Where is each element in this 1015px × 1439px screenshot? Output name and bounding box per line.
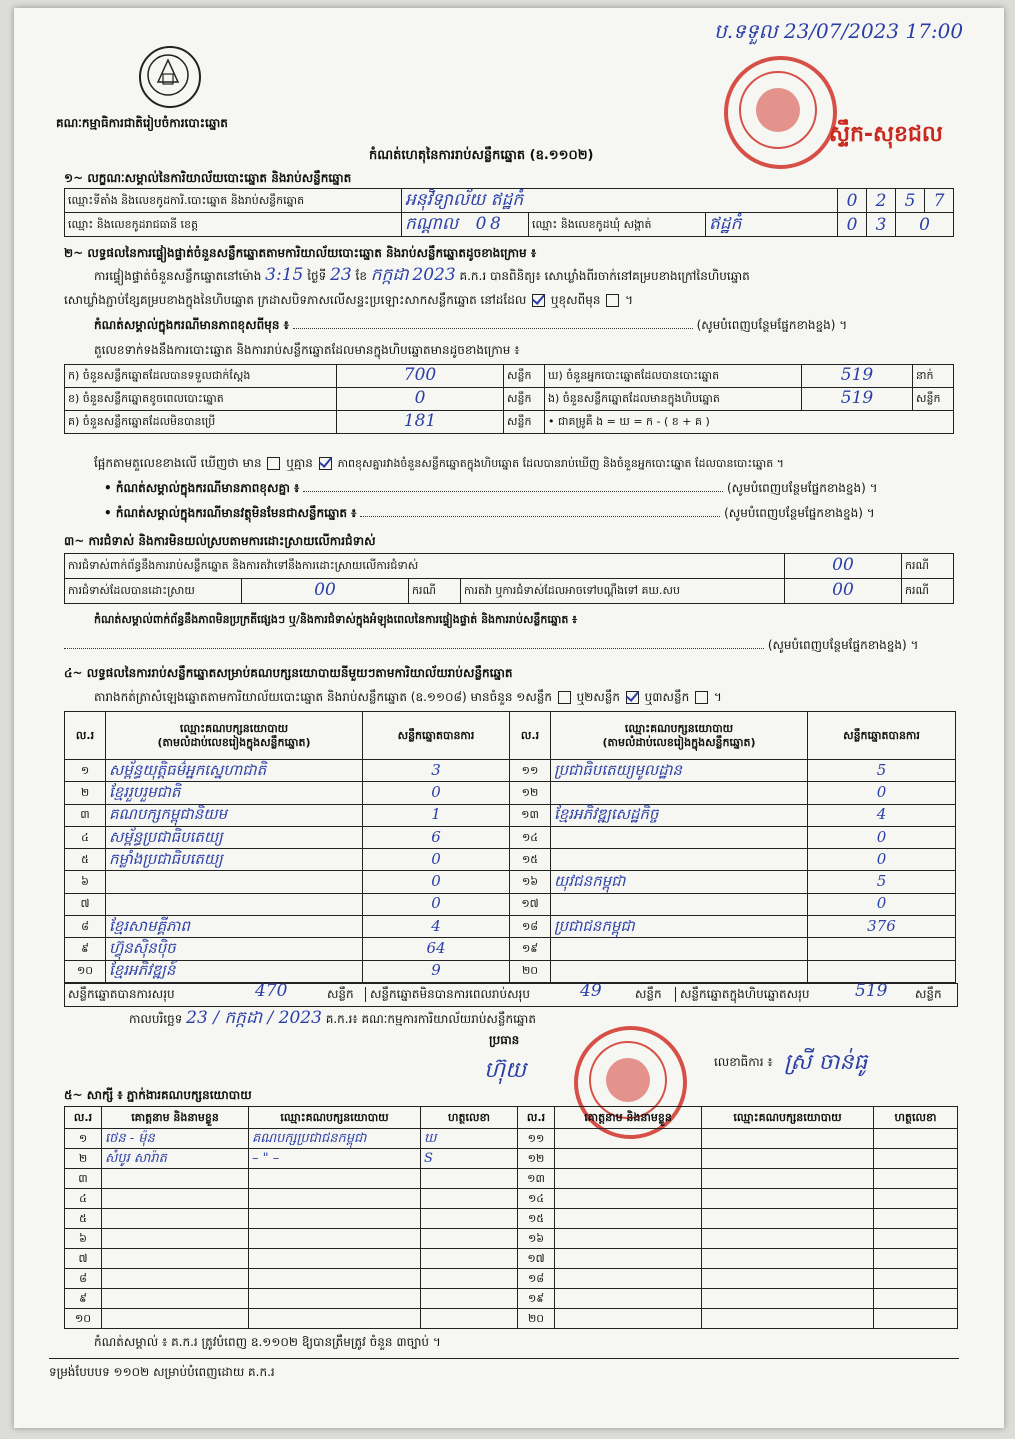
result-no: ៨: [81, 919, 89, 933]
discrepancy-note-label: • កំណត់សម្គាល់ក្នុងករណីមានភាពខុសគ្នា ៖: [104, 481, 300, 495]
party-votes: 5: [876, 760, 887, 779]
party-votes: 0: [431, 849, 441, 868]
party-name: កម្លាំងប្រជាធិបតេយ្យ: [109, 849, 223, 868]
chair-label: ប្រធាន: [489, 1033, 520, 1047]
three-sheets-checkbox[interactable]: [695, 691, 708, 704]
unit-label: ករណី: [409, 579, 461, 604]
province-label: ឈ្មោះ និងលេខកូដរាជធានី ខេត្ត: [65, 213, 402, 237]
table-row: [65, 1149, 958, 1169]
table-row: [65, 893, 956, 915]
changed-label: ឬខុសពីមុន: [550, 293, 601, 307]
ballots-in-box-label: ង) ចំនួនសន្លឹកឆ្នោតដែលមានក្នុងហិបឆ្នោត: [545, 388, 802, 411]
irregularities-field[interactable]: [64, 648, 764, 649]
unit-label: ករណី: [902, 579, 954, 604]
unit-label: សន្លឹក: [504, 365, 545, 388]
no-discrepancy-checkbox[interactable]: [319, 457, 332, 470]
party-votes: 6: [431, 827, 441, 846]
result-no: ៣: [80, 808, 90, 822]
form-sheet: [14, 8, 1004, 1428]
col-votes: សន្លឹកឆ្នោតបានការ: [808, 712, 956, 760]
witness-signature: S: [424, 1150, 433, 1166]
commune-code-digit: 3: [867, 213, 896, 237]
complaints-value: 00: [832, 555, 854, 575]
unit-label: សន្លឹក: [504, 388, 545, 411]
table-row: [65, 1289, 958, 1309]
verification-text: ថ្ងៃទី: [307, 269, 327, 283]
witness-no: ៨: [79, 1271, 87, 1285]
party-votes: 0: [876, 894, 887, 913]
discrepancy-line: [94, 456, 784, 471]
table-row: [65, 782, 956, 804]
verification-year: 2023: [412, 265, 456, 285]
fill-note: (សូមបំពេញបន្ថែមផ្នែកខាងខ្នង) ។: [767, 638, 919, 652]
result-no: ៧: [80, 897, 90, 911]
party-votes: 4: [876, 805, 887, 824]
witness-no: ១៤: [527, 1191, 545, 1205]
unit-label: សន្លឹក: [327, 987, 354, 1001]
voters-value: 519: [840, 365, 874, 385]
seal-check-line: សោឃ្លាំងភ្ជាប់ខ្សែគម្របខាងក្នុងនៃហិបឆ្នោត ក្រដាសបិទភាសលើសន្ទះប្រឡោះសាកសន្លឹកឆ្នោត នៅដដែល ឬខុសពីមុន ។: [64, 293, 633, 307]
result-no: ១: [80, 763, 90, 777]
voters-label: ឃ) ចំនួនអ្នកបោះឆ្នោតដែលបានបោះឆ្នោត: [545, 365, 802, 388]
section1-title: ១~ លក្ខណៈសម្គាល់នៃការិយាល័យបោះឆ្នោត និងរាប់សន្លឹកឆ្នោត: [64, 171, 352, 185]
col-no: ល.រ: [65, 712, 106, 760]
col-no: ល.រ: [510, 712, 551, 760]
fill-note: (សូមបំពេញបន្ថែមផ្នែកខាងខ្នង) ។: [724, 506, 875, 520]
result-no: ៤: [81, 830, 89, 844]
total-valid-value: 470: [255, 981, 288, 1001]
unchanged-checkbox[interactable]: [532, 294, 545, 307]
total-invalid-value: 49: [580, 981, 602, 1001]
witness-no: ២០: [527, 1311, 545, 1325]
party-votes: 0: [431, 894, 441, 913]
table-row: [65, 1129, 958, 1149]
table-row: [65, 760, 956, 782]
col-sign: ហត្ថលេខា: [421, 1107, 518, 1129]
appeal-value: 00: [832, 580, 854, 600]
footer-divider: [49, 1358, 959, 1359]
foreign-object-field[interactable]: [360, 516, 720, 517]
tally-sheets-text: ឬ២សន្លឹក: [576, 690, 621, 704]
two-sheets-checkbox[interactable]: [626, 691, 639, 704]
verification-text: ការផ្ទៀងផ្ទាត់ចំនួនសន្លឹកឆ្នោតនៅម៉ោង: [94, 269, 262, 283]
unused-value: 181: [403, 411, 437, 431]
completion-committee: គ.ក.រ៖ គណៈកម្មការការិយាល័យរាប់សន្លឹកឆ្នោត: [325, 1012, 536, 1026]
difference-note-line: [94, 318, 964, 333]
unit-label: សន្លឹក: [635, 987, 662, 1001]
fill-note: (សូមបំពេញបន្ថែមផ្នែកខាងខ្នង) ។: [726, 481, 878, 495]
total-valid-label: សន្លឹកឆ្នោតបានការសរុប: [68, 987, 175, 1001]
witness-no: ១៩: [527, 1291, 545, 1305]
discrepancy-text: ផ្អែកតាមតួលេខខាងលើ ឃើញថា មាន: [94, 456, 262, 470]
commune-value: ឥដ្ឋកំ: [709, 213, 742, 234]
total-box-label: សន្លឹកឆ្នោតក្នុងហិបឆ្នោតសរុប: [675, 987, 810, 1002]
difference-note-label: កំណត់សម្គាល់ក្នុងករណីមានភាពខុសពីមុន ៖: [94, 318, 289, 332]
has-discrepancy-checkbox[interactable]: [267, 457, 280, 470]
party-votes: 3: [431, 760, 441, 779]
difference-note-field[interactable]: [293, 328, 693, 329]
table-row: [65, 1269, 958, 1289]
commission-name: គណៈកម្មាធិការជាតិរៀបចំការបោះឆ្នោត: [56, 116, 228, 130]
result-no: ១៣: [521, 808, 539, 822]
result-no: ១៨: [521, 919, 539, 933]
col-party-title: ឈ្មោះគណបក្សនយោបាយ: [624, 721, 734, 735]
party-name: ខ្មែរសាមគ្គីភាព: [109, 916, 190, 935]
commune-code-digit: 0: [838, 213, 867, 237]
witness-no: ២: [78, 1151, 88, 1165]
witness-no: ១៦: [527, 1231, 545, 1245]
witness-no: ៦: [79, 1231, 87, 1245]
witness-no: ១៥: [527, 1211, 545, 1225]
commune-label: ឈ្មោះ និងលេខកូដឃុំ សង្កាត់: [529, 213, 706, 237]
emblem-icon: [141, 48, 195, 102]
section2-title: ២~ លទ្ធផលនៃការផ្ទៀងផ្ទាត់ចំនួនសន្លឹកឆ្នោតតាមការិយាល័យបោះឆ្នោត និងរាប់សន្លឹកឆ្នោតដូចខាងក្រោម ៖: [64, 246, 537, 260]
discrepancy-note: [104, 481, 964, 496]
result-no: ១៩: [521, 942, 539, 956]
completion-label: កាលបរិច្ឆេទ: [129, 1012, 183, 1026]
station-code-digit: 0: [838, 189, 867, 213]
witness-no: ១៨: [527, 1271, 545, 1285]
party-votes: 4: [431, 916, 441, 935]
ballot-figures-table: [64, 364, 954, 434]
spoiled-label: ខ) ចំនួនសន្លឹកឆ្នោតខូចពេលបោះឆ្នោត: [65, 388, 337, 411]
table-row: [65, 960, 956, 982]
unit-label: សន្លឹក: [504, 411, 545, 434]
witness-no: ១: [78, 1131, 88, 1145]
station-table: [64, 188, 954, 237]
station-name-value: អនុវិទ្យាល័យ ឥដ្ឋកំ: [405, 189, 524, 210]
appeal-label: ការតវ៉ា ឬការជំទាស់ដែលអាចទៅបណ្ដឹងទៅ គឃ.សប: [461, 579, 785, 604]
witness-no: ១១: [527, 1131, 545, 1145]
col-party-sub: (តាមលំដាប់លេខរៀងក្នុងសន្លឹកឆ្នោត): [602, 735, 756, 749]
result-no: ២: [80, 785, 90, 799]
party-name: សម្ព័ន្ធប្រជាធិបតេយ្យ: [109, 827, 223, 846]
table-row: [65, 1229, 958, 1249]
fill-note: (សូមបំពេញបន្ថែមផ្នែកខាងខ្នង) ។: [696, 318, 848, 332]
result-no: ៥: [81, 852, 89, 866]
results-table: [64, 711, 956, 983]
foreign-object-label: • កំណត់សម្គាល់ក្នុងករណីមានវត្ថុមិនមែនជាសន្លឹកឆ្នោត ៖: [104, 506, 357, 520]
province-code: 8: [489, 213, 501, 234]
form-footer: ទម្រង់បែបបទ ១១០២ សម្រាប់បំពេញដោយ គ.ក.រ: [49, 1365, 275, 1379]
witness-no: ៥: [79, 1211, 87, 1225]
result-no: ១២: [521, 785, 539, 799]
col-name: គោត្តនាម និងនាមខ្លួន: [555, 1107, 702, 1129]
party-votes: 0: [431, 782, 441, 801]
verification-month: កក្កដា: [370, 265, 409, 285]
witness-no: ៣: [78, 1171, 88, 1185]
province-value: កណ្ដាល: [405, 213, 459, 234]
commission-logo: [139, 46, 201, 108]
section5-note: កំណត់សម្គាល់ ៖ គ.ក.រ ត្រូវបំពេញ ឧ.១១០២ ឱ្យបានត្រឹមត្រូវ ចំនួន ៣ច្បាប់ ។: [94, 1335, 441, 1349]
station-code-digit: 5: [896, 189, 925, 213]
tally-sheets-text: ឬ៣សន្លឹក: [644, 690, 690, 704]
party-name: ខ្មែរអភិវឌ្ឍន៍: [109, 961, 176, 980]
party-name: ខ្មែររួបរួមជាតិ: [109, 782, 181, 801]
form-title: កំណត់ហេតុនៃការរាប់សន្លឹកឆ្នោត (ឧ.១១០២): [369, 148, 594, 163]
section3-title: ៣~ ការជំទាស់ និងការមិនយល់ស្របតាមការដោះស្រាយលើការជំទាស់: [64, 534, 376, 548]
witness-no: ៧: [78, 1251, 88, 1265]
tally-sheets-text: តារាងកត់ត្រាសំឡេងឆ្នោតតាមការិយាល័យបោះឆ្នោត និងរាប់សន្លឹកឆ្នោត (ឧ.១១០៨) មានចំនួន ១សន្លឹក: [94, 690, 552, 704]
witness-no: ១២: [527, 1151, 545, 1165]
section4-title: ៤~ លទ្ធផលនៃការរាប់សន្លឹកឆ្នោតសម្រាប់គណបក្សនយោបាយនីមួយៗតាមការិយាល័យរាប់សន្លឹកឆ្នោត: [64, 666, 513, 680]
party-votes: 0: [876, 849, 887, 868]
result-no: ១៦: [521, 875, 539, 889]
verification-text: ខែ: [355, 269, 367, 283]
verification-line: [94, 265, 750, 285]
unit-label: សន្លឹក: [915, 987, 942, 1001]
secretary-label: លេខាធិការ ៖: [714, 1055, 773, 1069]
total-invalid-label: សន្លឹកឆ្នោតមិនបានការពេលរាប់សរុប: [365, 987, 530, 1002]
complaints-label: ការជំទាស់ពាក់ព័ន្ធនឹងការរាប់សន្លឹកឆ្នោត និងការតវ៉ាទៅនឹងការដោះស្រាយលើការជំទាស់: [65, 554, 785, 579]
station-label: ឈ្មោះទីតាំង និងលេខកូដការិ.បោះឆ្នោត និងរាប់សន្លឹកឆ្នោត: [65, 189, 402, 213]
col-no: ល.រ: [518, 1107, 555, 1129]
completion-date: 23 / កក្កដា / 2023: [186, 1008, 322, 1028]
table-row: [65, 826, 956, 848]
received-value: 700: [403, 365, 437, 385]
totals-row: [64, 983, 958, 1007]
table-row: [65, 1309, 958, 1329]
witness-no: ១៧: [527, 1251, 545, 1265]
witness-no: ៩: [79, 1291, 87, 1305]
col-party: ឈ្មោះគណបក្សនយោបាយ: [249, 1107, 421, 1129]
foreign-object-note: [104, 506, 964, 521]
witness-no: ១០: [74, 1311, 92, 1325]
table-row: [65, 871, 956, 893]
receipt-note: ប.ទទួល 23/07/2023 17:00: [714, 19, 964, 43]
witness-party: គណបក្សប្រជាជនកម្ពុជា: [252, 1130, 367, 1146]
result-no: ២០: [521, 964, 539, 978]
party-name: គណបក្សកម្ពុជានិយម: [109, 805, 227, 824]
verification-time: 3:15: [265, 265, 304, 285]
unit-label: នាក់: [913, 365, 954, 388]
seal-icon: [728, 60, 833, 165]
completion-line: [129, 1008, 536, 1028]
irregularities-line: [64, 638, 964, 653]
party-name: ហ៊្វុនស៊ិនប៉ិច: [109, 939, 176, 958]
province-code: 0: [475, 213, 487, 234]
table-row: [65, 1209, 958, 1229]
result-no: ៦: [81, 875, 89, 889]
party-name: ខ្មែរអភិវឌ្ឍសេដ្ឋកិច្ច: [554, 805, 659, 824]
party-votes: 64: [426, 939, 446, 958]
stamp-label: ស្ទឹក-សុខជល: [829, 122, 943, 147]
changed-checkbox[interactable]: [606, 294, 619, 307]
result-no: ១៤: [521, 830, 539, 844]
seal-check-text: សោឃ្លាំងភ្ជាប់ខ្សែគម្របខាងក្នុងនៃហិបឆ្នោត ក្រដាសបិទភាសលើសន្ទះប្រឡោះសាកសន្លឹកឆ្នោត នៅដដែល: [64, 293, 527, 307]
result-no: ១៧: [521, 897, 539, 911]
col-party: ឈ្មោះគណបក្សនយោបាយ: [702, 1107, 874, 1129]
witness-no: ១៣: [527, 1171, 545, 1185]
verification-text: គ.ក.រ បានពិនិត្យ៖ សោឃ្លាំងពីរចាក់នៅគម្របខាងក្រៅនៃហិបឆ្នោត: [459, 269, 750, 283]
commune-code-digit: 0: [896, 213, 954, 237]
resolved-label: ការជំទាស់ដែលបានដោះស្រាយ: [65, 579, 242, 604]
station-code-digit: 2: [867, 189, 896, 213]
witness-table: [64, 1106, 958, 1329]
discrepancy-note-field[interactable]: [303, 491, 723, 492]
table-row: [65, 938, 956, 960]
result-no: ១១: [521, 763, 539, 777]
chair-signature: ហ៊ុយ: [484, 1058, 526, 1083]
received-label: ក) ចំនួនសន្លឹកឆ្នោតដែលបានទទួលជាក់ស្ដែង: [65, 365, 337, 388]
tally-sheets-line: តារាងកត់ត្រាសំឡេងឆ្នោតតាមការិយាល័យបោះឆ្នោត និងរាប់សន្លឹកឆ្នោត (ឧ.១១០៨) មានចំនួន ១សន្លឹក ឬ២សន្លឹក ឬ៣សន្លឹក ។: [94, 690, 722, 704]
resolved-value: 00: [314, 580, 336, 600]
col-party: [106, 712, 363, 760]
official-stamp-top: [724, 56, 837, 169]
spoiled-value: 0: [414, 388, 426, 408]
verification-day: 23: [330, 265, 352, 285]
unused-label: គ) ចំនួនសន្លឹកឆ្នោតដែលមិនបានប្រើ: [65, 411, 337, 434]
witness-name: សំបូរ សារ៉ាត: [105, 1150, 167, 1166]
witness-no: ៤: [79, 1191, 87, 1205]
figures-intro: តួលេខទាក់ទងនឹងការបោះឆ្នោត និងការរាប់សន្លឹកឆ្នោតដែលមានក្នុងហិបឆ្នោតមានដូចខាងក្រោម ៖: [94, 343, 520, 357]
party-votes: 376: [867, 916, 896, 935]
col-party-title: ឈ្មោះគណបក្សនយោបាយ: [179, 721, 289, 735]
result-no: ១០: [76, 964, 94, 978]
irregularities-label: កំណត់សម្គាល់ពាក់ព័ន្ធនឹងភាពមិនប្រក្រតីផ្សេងៗ ឬ/និងការជំទាស់ក្នុងអំឡុងពេលនៃការផ្ទៀងផ្ទាត់ និងការរាប់សន្លឹកឆ្នោត ៖: [94, 613, 578, 626]
section5-title: ៥~ សាក្សី ៖ ភ្នាក់ងារគណបក្សនយោបាយ: [64, 1088, 252, 1102]
party-votes: 1: [431, 805, 441, 824]
witness-signature: ឃ: [424, 1130, 437, 1146]
party-name: ប្រជាធិបតេយ្យមូលដ្ឋាន: [554, 760, 682, 779]
result-no: ៩: [81, 942, 89, 956]
complaints-table: [64, 553, 954, 604]
station-code-digit: 7: [925, 189, 954, 213]
col-sign: ហត្ថលេខា: [874, 1107, 958, 1129]
col-name: គោត្តនាម និងនាមខ្លួន: [102, 1107, 249, 1129]
unit-label: ករណី: [902, 554, 954, 579]
total-box-value: 519: [855, 981, 888, 1001]
table-row: [65, 1249, 958, 1269]
table-row: [65, 916, 956, 938]
witness-party: – " –: [252, 1150, 280, 1166]
col-party-sub: (តាមលំដាប់លេខរៀងក្នុងសន្លឹកឆ្នោត): [157, 735, 311, 749]
table-row: [65, 804, 956, 826]
table-row: [65, 849, 956, 871]
party-votes: 0: [876, 827, 887, 846]
col-votes: សន្លឹកឆ្នោតបានការ: [363, 712, 510, 760]
result-no: ១៥: [521, 852, 539, 866]
party-votes: 0: [876, 782, 887, 801]
one-sheet-checkbox[interactable]: [558, 691, 571, 704]
col-party: [551, 712, 808, 760]
discrepancy-text: ឬគ្មាន: [286, 456, 313, 470]
ballots-in-box-value: 519: [840, 388, 874, 408]
col-no: ល.រ: [65, 1107, 102, 1129]
party-votes: 0: [431, 872, 441, 891]
party-name: យុវជនកម្ពុជា: [554, 872, 626, 891]
unit-label: សន្លឹក: [913, 388, 954, 411]
secretary-signature: ស្រី ចាន់ធូ: [784, 1050, 868, 1075]
party-name: ប្រជាជនកម្ពុជា: [554, 916, 635, 935]
table-row: [65, 1189, 958, 1209]
discrepancy-text: ភាពខុសគ្នារវាងចំនួនសន្លឹកឆ្នោតក្នុងហិបឆ្នោត ដែលបានរាប់ឃើញ និងចំនួនអ្នកបោះឆ្នោត ដែលបានបោះឆ្នោត ។: [337, 457, 784, 470]
table-row: [65, 1169, 958, 1189]
witness-name: ថេន - ម៉ុន: [105, 1130, 155, 1146]
party-name: សម្ព័ន្ធយុត្តិធម៌អ្នកស្នេហាជាតិ: [109, 760, 267, 779]
party-votes: 9: [431, 961, 441, 980]
party-votes: 5: [876, 872, 887, 891]
formula-label: • ជាគម្រូគឺ ង = ឃ = ក - ( ខ + គ ): [545, 411, 954, 434]
